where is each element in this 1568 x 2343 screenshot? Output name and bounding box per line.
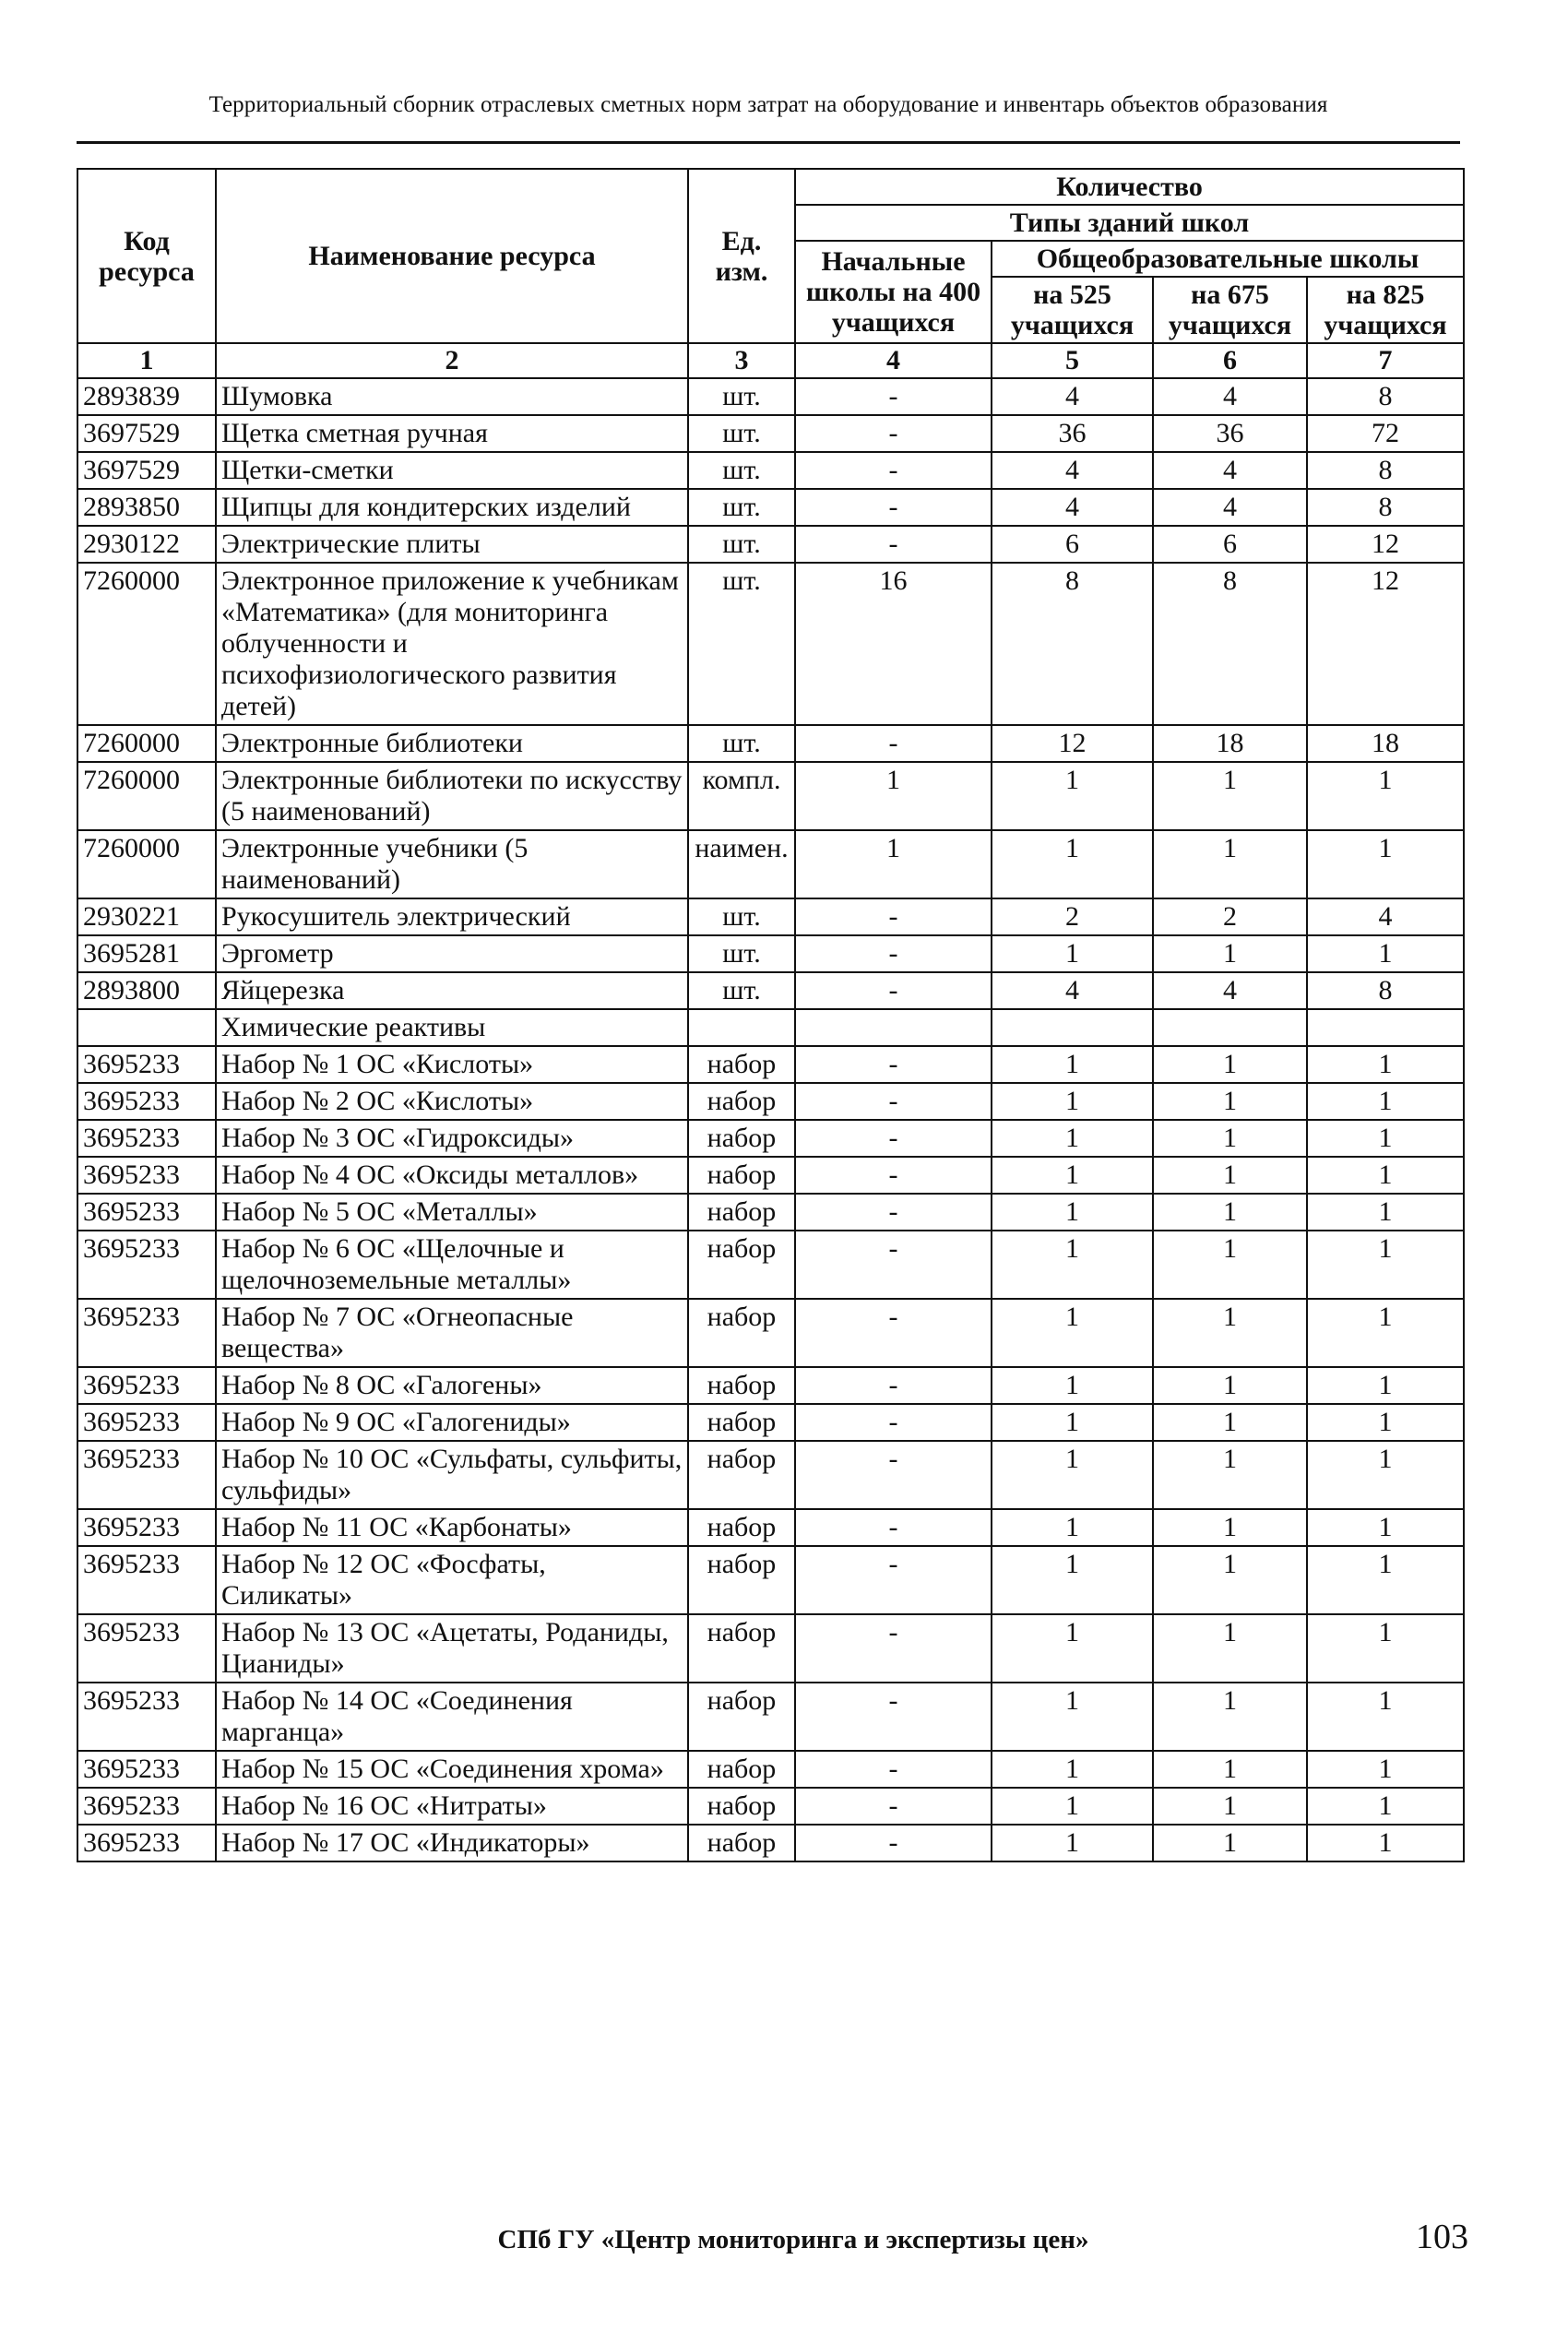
- cell-qty-400: -: [795, 1825, 992, 1861]
- header-rule: [77, 141, 1460, 144]
- table-row: [77, 725, 1464, 762]
- cell-name: Набор № 14 ОС «Соединения марганца»: [216, 1683, 688, 1751]
- cell-qty-525: 2: [992, 898, 1153, 935]
- cell-qty-825: 1: [1307, 1404, 1464, 1441]
- cell-unit: шт.: [688, 725, 795, 762]
- cell-qty-675: 1: [1153, 1683, 1307, 1751]
- cell-qty-675: 4: [1153, 452, 1307, 489]
- cell-qty-525: 1: [992, 1231, 1153, 1299]
- cell-code: 7260000: [77, 830, 216, 898]
- table-row: [77, 1751, 1464, 1788]
- cell-qty-825: 1: [1307, 830, 1464, 898]
- cell-qty-400: -: [795, 1046, 992, 1083]
- header-name: Наименование ресурса: [216, 169, 688, 343]
- table-row: [77, 1120, 1464, 1157]
- cell-name: Электронные библиотеки по искусству (5 наименований): [216, 762, 688, 830]
- cell-qty-525: 1: [992, 1751, 1153, 1788]
- column-number: 1: [77, 343, 216, 378]
- cell-code: 3695233: [77, 1683, 216, 1751]
- cell-qty-400: 1: [795, 830, 992, 898]
- cell-qty-400: -: [795, 489, 992, 526]
- cell-qty-675: 4: [1153, 972, 1307, 1009]
- cell-code: 3695233: [77, 1404, 216, 1441]
- cell-qty-675: 1: [1153, 1299, 1307, 1367]
- cell-qty-400: -: [795, 898, 992, 935]
- cell-name: Рукосушитель электрический: [216, 898, 688, 935]
- cell-unit: шт.: [688, 563, 795, 725]
- cell-qty-675: 1: [1153, 1157, 1307, 1194]
- cell-code: 3695281: [77, 935, 216, 972]
- table-row: [77, 1009, 1464, 1046]
- cell-qty-675: 1: [1153, 830, 1307, 898]
- table-row: [77, 1194, 1464, 1231]
- cell-qty-400: -: [795, 378, 992, 415]
- cell-qty-825: 8: [1307, 452, 1464, 489]
- cell-name: Набор № 10 ОС «Сульфаты, сульфиты, сульфиды»: [216, 1441, 688, 1509]
- cell-qty-825: 72: [1307, 415, 1464, 452]
- cell-code: 3695233: [77, 1788, 216, 1825]
- table-row: [77, 1825, 1464, 1861]
- cell-qty-400: -: [795, 1120, 992, 1157]
- cell-qty-525: 1: [992, 1825, 1153, 1861]
- header-525: на 525 учащихся: [992, 277, 1153, 343]
- cell-qty-825: 4: [1307, 898, 1464, 935]
- cell-code: 3695233: [77, 1157, 216, 1194]
- cell-code: 2930122: [77, 526, 216, 563]
- cell-unit: набор: [688, 1083, 795, 1120]
- cell-qty-825: 8: [1307, 378, 1464, 415]
- cell-code: 3695233: [77, 1509, 216, 1546]
- cell-code: 3695233: [77, 1194, 216, 1231]
- cell-qty-525: 1: [992, 1683, 1153, 1751]
- table-row: [77, 452, 1464, 489]
- cell-qty-825: 1: [1307, 1751, 1464, 1788]
- cell-qty-825: 1: [1307, 1825, 1464, 1861]
- cell-qty-825: 1: [1307, 1683, 1464, 1751]
- cell-qty-400: -: [795, 1157, 992, 1194]
- cell-qty-525: 4: [992, 972, 1153, 1009]
- cell-unit: набор: [688, 1441, 795, 1509]
- table-row: [77, 935, 1464, 972]
- column-number: 3: [688, 343, 795, 378]
- cell-qty-400: -: [795, 1614, 992, 1683]
- cell-unit: шт.: [688, 972, 795, 1009]
- header-675: на 675 учащихся: [1153, 277, 1307, 343]
- column-number: 2: [216, 343, 688, 378]
- cell-qty-675: 1: [1153, 1509, 1307, 1546]
- cell-qty-400: -: [795, 1509, 992, 1546]
- table-row: [77, 1083, 1464, 1120]
- cell-qty-675: 1: [1153, 1120, 1307, 1157]
- cell-qty-675: 1: [1153, 1083, 1307, 1120]
- cell-code: 3695233: [77, 1441, 216, 1509]
- cell-code: 3695233: [77, 1614, 216, 1683]
- footer-publisher: СПб ГУ «Центр мониторинга и экспертизы цен»: [497, 2225, 1089, 2254]
- cell-qty-400: -: [795, 415, 992, 452]
- column-number: 6: [1153, 343, 1307, 378]
- cell-qty-525: 1: [992, 1546, 1153, 1614]
- header-unit: Ед. изм.: [688, 169, 795, 343]
- cell-code: 3695233: [77, 1083, 216, 1120]
- cell-qty-400: -: [795, 725, 992, 762]
- cell-name: Щетки-сметки: [216, 452, 688, 489]
- cell-unit: шт.: [688, 898, 795, 935]
- cell-name: Набор № 13 ОС «Ацетаты, Роданиды, Цианиды»: [216, 1614, 688, 1683]
- cell-code: 2893850: [77, 489, 216, 526]
- cell-unit: набор: [688, 1788, 795, 1825]
- cell-qty-675: 6: [1153, 526, 1307, 563]
- cell-unit: шт.: [688, 415, 795, 452]
- cell-qty-675: 8: [1153, 563, 1307, 725]
- cell-code: 3695233: [77, 1120, 216, 1157]
- cell-unit: шт.: [688, 489, 795, 526]
- column-numbers-row: [77, 343, 1464, 378]
- table-row: [77, 526, 1464, 563]
- cell-qty-400: -: [795, 1367, 992, 1404]
- header-code: Код ресурса: [77, 169, 216, 343]
- cell-qty-675: 1: [1153, 1367, 1307, 1404]
- cell-qty-400: -: [795, 1194, 992, 1231]
- table-row: [77, 1404, 1464, 1441]
- cell-name: Набор № 1 ОС «Кислоты»: [216, 1046, 688, 1083]
- cell-qty-675: 1: [1153, 1046, 1307, 1083]
- cell-qty-400: 16: [795, 563, 992, 725]
- cell-qty-675: 1: [1153, 1614, 1307, 1683]
- cell-qty-400: -: [795, 1231, 992, 1299]
- cell-qty-825: 1: [1307, 1194, 1464, 1231]
- cell-qty-675: 1: [1153, 1231, 1307, 1299]
- cell-qty-675: 1: [1153, 1825, 1307, 1861]
- cell-name: Набор № 9 ОС «Галогениды»: [216, 1404, 688, 1441]
- cell-qty-825: 1: [1307, 1509, 1464, 1546]
- cell-qty-675: 1: [1153, 1751, 1307, 1788]
- table-row: [77, 415, 1464, 452]
- cell-qty-400: -: [795, 1299, 992, 1367]
- cell-qty-400: -: [795, 1404, 992, 1441]
- cell-qty-400: 1: [795, 762, 992, 830]
- cell-unit: набор: [688, 1509, 795, 1546]
- page-number: 103: [1416, 2218, 1468, 2256]
- cell-qty-825: 12: [1307, 563, 1464, 725]
- cell-qty-400: -: [795, 1546, 992, 1614]
- cell-code: 3697529: [77, 452, 216, 489]
- cell-qty-825: [1307, 1009, 1464, 1046]
- cell-qty-825: 1: [1307, 1120, 1464, 1157]
- cell-unit: компл.: [688, 762, 795, 830]
- cell-code: 3695233: [77, 1546, 216, 1614]
- cell-qty-825: 1: [1307, 1083, 1464, 1120]
- cell-unit: набор: [688, 1046, 795, 1083]
- cell-unit: набор: [688, 1683, 795, 1751]
- cell-unit: набор: [688, 1367, 795, 1404]
- cell-qty-675: 1: [1153, 1546, 1307, 1614]
- table-row: [77, 1683, 1464, 1751]
- cell-name: Набор № 11 ОС «Карбонаты»: [216, 1509, 688, 1546]
- cell-unit: набор: [688, 1299, 795, 1367]
- table-row: [77, 1546, 1464, 1614]
- cell-qty-525: 1: [992, 1367, 1153, 1404]
- cell-qty-400: -: [795, 1751, 992, 1788]
- table-row: [77, 378, 1464, 415]
- cell-qty-525: 1: [992, 1046, 1153, 1083]
- header-general-schools: Общеобразовательные школы: [992, 241, 1464, 277]
- cell-qty-525: 4: [992, 489, 1153, 526]
- cell-unit: шт.: [688, 526, 795, 563]
- column-number: 5: [992, 343, 1153, 378]
- cell-qty-525: 36: [992, 415, 1153, 452]
- cell-unit: набор: [688, 1157, 795, 1194]
- cell-code: [77, 1009, 216, 1046]
- cell-qty-675: 1: [1153, 935, 1307, 972]
- cell-code: 3695233: [77, 1367, 216, 1404]
- cell-qty-400: -: [795, 1683, 992, 1751]
- cell-qty-525: 1: [992, 1194, 1153, 1231]
- cell-qty-400: -: [795, 526, 992, 563]
- cell-name: Набор № 15 ОС «Соединения хрома»: [216, 1751, 688, 1788]
- cell-qty-400: -: [795, 1788, 992, 1825]
- cell-code: 2893800: [77, 972, 216, 1009]
- cell-qty-675: 1: [1153, 1404, 1307, 1441]
- column-number: 7: [1307, 343, 1464, 378]
- cell-name: Набор № 17 ОС «Индикаторы»: [216, 1825, 688, 1861]
- cell-qty-525: 12: [992, 725, 1153, 762]
- cell-qty-525: 1: [992, 935, 1153, 972]
- header-quantity: Количество: [795, 169, 1464, 205]
- cell-qty-825: 1: [1307, 1441, 1464, 1509]
- table-row: [77, 1367, 1464, 1404]
- cell-name: Набор № 6 ОС «Щелочные и щелочноземельные металлы»: [216, 1231, 688, 1299]
- table-row: [77, 1231, 1464, 1299]
- table-row: [77, 972, 1464, 1009]
- cell-qty-675: 4: [1153, 489, 1307, 526]
- cell-unit: набор: [688, 1825, 795, 1861]
- cell-code: 3695233: [77, 1825, 216, 1861]
- cell-name: Электронное приложение к учебникам «Математика» (для мониторинга облученности и психофизиологического развития детей): [216, 563, 688, 725]
- cell-qty-525: 6: [992, 526, 1153, 563]
- cell-unit: набор: [688, 1120, 795, 1157]
- cell-name: Электрические плиты: [216, 526, 688, 563]
- table-row: [77, 898, 1464, 935]
- cell-qty-400: [795, 1009, 992, 1046]
- cell-name: Щипцы для кондитерских изделий: [216, 489, 688, 526]
- cell-qty-525: 1: [992, 1083, 1153, 1120]
- cell-qty-825: 1: [1307, 935, 1464, 972]
- cell-qty-525: 8: [992, 563, 1153, 725]
- cell-qty-525: 1: [992, 1441, 1153, 1509]
- header-building-types: Типы зданий школ: [795, 205, 1464, 241]
- cell-qty-400: -: [795, 452, 992, 489]
- cell-unit: набор: [688, 1614, 795, 1683]
- cell-unit: набор: [688, 1194, 795, 1231]
- cell-qty-525: 4: [992, 452, 1153, 489]
- table-row: [77, 1299, 1464, 1367]
- cell-unit: набор: [688, 1404, 795, 1441]
- table-row: [77, 1614, 1464, 1683]
- cell-name: Набор № 2 ОС «Кислоты»: [216, 1083, 688, 1120]
- cell-unit: набор: [688, 1546, 795, 1614]
- cell-qty-675: 1: [1153, 762, 1307, 830]
- cell-name: Шумовка: [216, 378, 688, 415]
- cell-unit: шт.: [688, 378, 795, 415]
- cell-unit: [688, 1009, 795, 1046]
- cell-name: Эргометр: [216, 935, 688, 972]
- cell-qty-675: [1153, 1009, 1307, 1046]
- cell-qty-525: 1: [992, 1404, 1153, 1441]
- cell-qty-400: -: [795, 1083, 992, 1120]
- cell-name: Набор № 4 ОС «Оксиды металлов»: [216, 1157, 688, 1194]
- cell-name: Химические реактивы: [216, 1009, 688, 1046]
- running-header: Территориальный сборник отраслевых сметных норм затрат на оборудование и инвентарь объектов образования: [208, 92, 1328, 117]
- cell-qty-825: 18: [1307, 725, 1464, 762]
- cell-qty-525: 1: [992, 762, 1153, 830]
- header-primary-400: Начальные школы на 400 учащихся: [795, 241, 992, 343]
- cell-qty-400: -: [795, 1441, 992, 1509]
- cell-code: 3695233: [77, 1751, 216, 1788]
- cell-qty-825: 1: [1307, 1299, 1464, 1367]
- cell-code: 3697529: [77, 415, 216, 452]
- cell-qty-400: -: [795, 935, 992, 972]
- cell-qty-825: 1: [1307, 1788, 1464, 1825]
- cell-code: 3695233: [77, 1231, 216, 1299]
- cell-name: Набор № 8 ОС «Галогены»: [216, 1367, 688, 1404]
- cell-code: 7260000: [77, 762, 216, 830]
- cell-qty-825: 1: [1307, 1367, 1464, 1404]
- table-row: [77, 563, 1464, 725]
- table-row: [77, 1157, 1464, 1194]
- table-row: [77, 489, 1464, 526]
- cell-unit: шт.: [688, 452, 795, 489]
- resource-table: [77, 168, 1465, 1862]
- cell-qty-525: 4: [992, 378, 1153, 415]
- cell-qty-525: [992, 1009, 1153, 1046]
- cell-qty-675: 18: [1153, 725, 1307, 762]
- cell-qty-525: 1: [992, 1120, 1153, 1157]
- cell-name: Электронные библиотеки: [216, 725, 688, 762]
- cell-code: 3695233: [77, 1046, 216, 1083]
- cell-name: Набор № 16 ОС «Нитраты»: [216, 1788, 688, 1825]
- cell-qty-825: 1: [1307, 762, 1464, 830]
- cell-code: 2930221: [77, 898, 216, 935]
- table-row: [77, 1441, 1464, 1509]
- table-row: [77, 1509, 1464, 1546]
- cell-name: Набор № 3 ОС «Гидроксиды»: [216, 1120, 688, 1157]
- cell-code: 3695233: [77, 1299, 216, 1367]
- cell-qty-675: 2: [1153, 898, 1307, 935]
- cell-unit: наимен.: [688, 830, 795, 898]
- table-row: [77, 762, 1464, 830]
- cell-name: Набор № 12 ОС «Фосфаты, Силикаты»: [216, 1546, 688, 1614]
- cell-qty-525: 1: [992, 830, 1153, 898]
- cell-qty-675: 1: [1153, 1441, 1307, 1509]
- cell-qty-825: 12: [1307, 526, 1464, 563]
- cell-name: Щетка сметная ручная: [216, 415, 688, 452]
- table-row: [77, 830, 1464, 898]
- cell-code: 2893839: [77, 378, 216, 415]
- cell-unit: набор: [688, 1231, 795, 1299]
- cell-qty-825: 8: [1307, 972, 1464, 1009]
- cell-qty-825: 1: [1307, 1231, 1464, 1299]
- cell-qty-525: 1: [992, 1157, 1153, 1194]
- cell-qty-525: 1: [992, 1509, 1153, 1546]
- cell-code: 7260000: [77, 725, 216, 762]
- cell-unit: шт.: [688, 935, 795, 972]
- cell-qty-525: 1: [992, 1299, 1153, 1367]
- table-row: [77, 1788, 1464, 1825]
- cell-qty-525: 1: [992, 1614, 1153, 1683]
- cell-qty-825: 1: [1307, 1046, 1464, 1083]
- column-number: 4: [795, 343, 992, 378]
- cell-qty-825: 8: [1307, 489, 1464, 526]
- table-body: [77, 378, 1464, 1861]
- header-825: на 825 учащихся: [1307, 277, 1464, 343]
- cell-qty-825: 1: [1307, 1546, 1464, 1614]
- cell-qty-400: -: [795, 972, 992, 1009]
- cell-qty-675: 1: [1153, 1194, 1307, 1231]
- table-row: [77, 1046, 1464, 1083]
- cell-qty-675: 4: [1153, 378, 1307, 415]
- cell-qty-675: 1: [1153, 1788, 1307, 1825]
- cell-qty-675: 36: [1153, 415, 1307, 452]
- cell-qty-525: 1: [992, 1788, 1153, 1825]
- cell-qty-825: 1: [1307, 1157, 1464, 1194]
- cell-name: Набор № 7 ОС «Огнеопасные вещества»: [216, 1299, 688, 1367]
- cell-name: Яйцерезка: [216, 972, 688, 1009]
- cell-name: Набор № 5 ОС «Металлы»: [216, 1194, 688, 1231]
- cell-code: 7260000: [77, 563, 216, 725]
- cell-qty-825: 1: [1307, 1614, 1464, 1683]
- cell-name: Электронные учебники (5 наименований): [216, 830, 688, 898]
- cell-unit: набор: [688, 1751, 795, 1788]
